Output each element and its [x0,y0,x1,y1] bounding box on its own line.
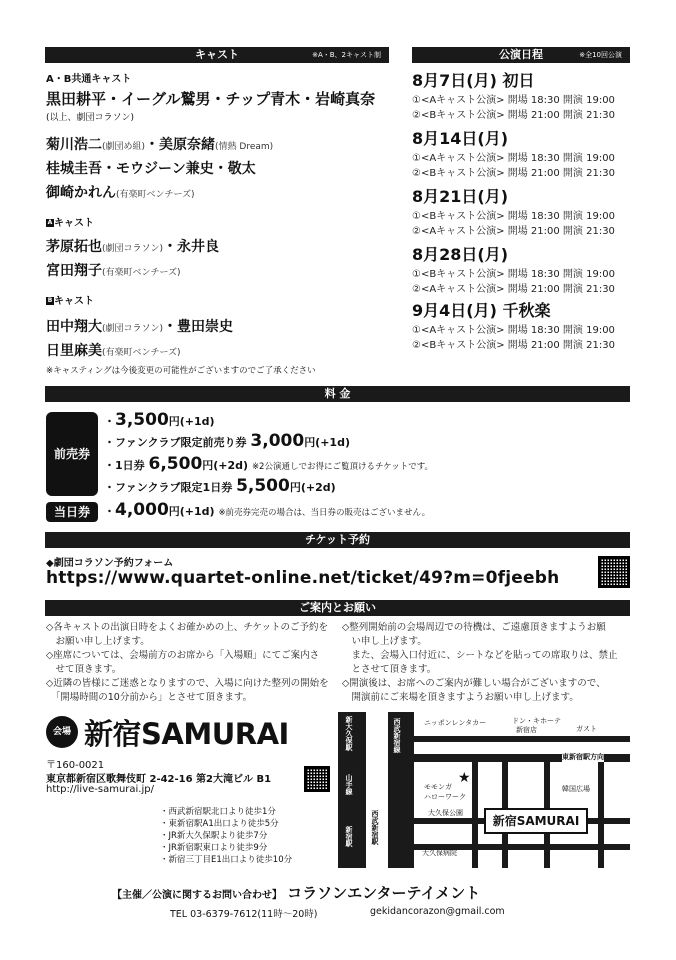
day-price-line: ・4,000円(+1d) ※前売券完売の場合は、当日券の販売はございません。 [104,500,431,520]
price-header: 料 金 [45,386,630,402]
price-line-2: ・ファンクラブ限定前売り券 3,000円(+1d) [104,431,350,451]
common-cast-line3: 桂城圭吾・モウジーン兼史・敬太 [46,161,256,177]
venue-callout [484,808,588,834]
schedule-item: 9月4日(月) 千秋楽 ①<Aキャスト公演> 開場 18:30 開演 19:00 ②<Bキャスト公演> 開場 21:00 開演 21:30 [412,301,615,351]
venue-address: 東京都新宿区歌舞伎町 2-42-16 第2大滝ビル B1 [46,774,272,785]
ticket-url-link[interactable]: https://www.quartet-online.net/ticket/49?m=0fjeebh [46,568,560,588]
b-cast-title: B キャスト [47,296,94,307]
footer-tel: TEL 03-6379-7612(11時～20時) [170,909,318,920]
common-cast-line4: 御崎かれん(有楽町ベンチーズ) [46,185,195,201]
venue-map[interactable] [338,712,630,868]
footer-email-link[interactable]: gekidancorazon@gmail.com [370,906,505,917]
venue-badge: 会場 [46,716,78,748]
common-cast-prefix: A・B [46,74,72,85]
map-label-donki-store: 新宿店 [516,726,537,734]
b-cast-line2: 日里麻美(有楽町ベンチーズ) [46,343,181,359]
venue-name: 新宿SAMURAI [84,717,289,751]
map-venue-label: 新宿SAMURAI [492,814,580,828]
map-label-yamanote: 山手線 [345,774,353,795]
schedule-header-note: ※全10回公演 [579,51,622,59]
map-label-okubo-hospital: 大久保病院 [422,849,457,857]
star-icon: ★ [458,770,471,786]
venue-qr-code [304,766,330,792]
footer-org-label: 【主催／公演に関するお問い合わせ】 [112,890,282,901]
cast-footnote: ※キャスティングは今後変更の可能性がございますのでご了承ください [46,366,316,376]
map-label-gusto: ガスト [576,725,597,733]
ticket-header: チケット予約 [45,532,630,548]
map-label-shin-okubo: 新大久保駅 [345,716,353,751]
ticket-form-label: ◆劇団コラソン予約フォーム [46,558,174,569]
a-cast-line1: 茅原拓也(劇団コラソン)・永井良 [46,239,220,255]
price-line-1: ・3,500円(+1d) [104,410,215,430]
venue-url-link[interactable]: http://live-samurai.jp/ [46,784,154,795]
access-item: ・東新宿駅A1出口より徒歩5分 [160,819,279,829]
map-label-higashi-shinjuku: 東新宿駅方向 [562,753,604,761]
footer-org [112,882,480,903]
footer-org-name: コラソンエンターテイメント [287,884,481,902]
map-label-momonga: モモンガ [424,783,452,791]
access-item: ・新宿三丁目E1出口より徒歩10分 [160,855,293,865]
a-cast-line2: 宮田翔子(有楽町ベンチーズ) [46,263,181,279]
map-label-seibu-station: 西武新宿駅 [371,810,379,845]
venue-zip: 〒160-0021 [46,760,105,771]
ticket-qr-code [598,556,630,588]
schedule-header: 公演日程 ※全10回公演 [412,47,630,63]
map-label-hellowork: ハローワーク [424,793,466,801]
map-label-korea-plaza: 韓国広場 [562,785,590,793]
b-badge-icon: B [47,297,53,304]
schedule-item: 8月14日(月) ①<Aキャスト公演> 開場 18:30 開演 19:00 ②<Bキャスト公演> 開場 21:00 開演 21:30 [412,129,615,179]
map-label-donki: ドン・キホーテ [512,717,561,725]
notice-header: ご案内とお願い [45,600,630,616]
day-ticket-badge: 当日券 [46,502,98,522]
advance-badge: 前売券 [46,412,98,496]
access-item: ・JR新宿駅東口より徒歩9分 [160,843,268,853]
access-item: ・西武新宿駅北口より徒歩1分 [160,807,276,817]
price-line-4: ・ファンクラブ限定1日券 5,500円(+2d) [104,476,336,496]
schedule-item: 8月28日(月) ①<Bキャスト公演> 開場 18:30 開演 19:00 ②<Aキャスト公演> 開場 21:00 開演 21:30 [412,245,615,295]
a-cast-title: A キャスト [47,218,94,229]
cast-header [45,47,389,63]
cast-header-note: ※A・B、2キャスト制 [312,51,381,59]
map-label-seibu-line: 西武新宿線 [393,718,401,753]
common-cast-line1-note: (以上、劇団コラソン) [46,113,135,123]
access-item: ・JR新大久保駅より徒歩7分 [160,831,268,841]
schedule-item: 8月7日(月) 初日 ①<Aキャスト公演> 開場 18:30 開演 19:00 ②<Bキャスト公演> 開場 21:00 開演 21:30 [412,71,615,121]
common-cast-line2: 菊川浩二(劇団め組)・美原奈緒(情熱 Dream) [46,137,274,153]
common-cast-title: A・B共通キャスト [46,74,132,85]
map-label-nippon-rentacar: ニッポンレンタカー [424,719,487,727]
venue-access-list [160,806,292,866]
cast-header-label: キャスト [195,48,239,61]
map-label-shinjuku: 新宿駅 [345,826,353,847]
schedule-item: 8月21日(月) ①<Bキャスト公演> 開場 18:30 開演 19:00 ②<Aキャスト公演> 開場 21:00 開演 21:30 [412,187,615,237]
a-badge-icon: A [47,219,53,226]
map-label-okubo-park: 大久保公園 [428,809,463,817]
common-cast-line1: 黒田耕平・イーグル鷲男・チップ青木・岩崎真奈 [46,90,376,108]
notice-left: ◇各キャストの出演日時をよくお確かめの上、チケットのご予約を お願い申し上げます。 ◇座席については、会場前方のお席から「入場順」にてご案内さ せて頂きます。 ◇近隣の皆様にご迷惑となりますので、入場に向けた整列の開始を 「開場時間の10分前から」とさせて頂きます。 [46,622,329,703]
price-line-3: ・1日券 6,500円(+2d) ※2公演通しでお得にご覧頂けるチケットです。 [104,454,434,474]
notice-right: ◇整列開始前の会場周辺での待機は、ご遠慮頂きますようお願 い申し上げます。 また、会場入口付近に、シートなどを貼っての席取りは、禁止 とさせて頂きます。 ◇開演後は、お席へのご案内が難しい場合がございますので、 開演前にご来場を頂きますようお願い申し上げます。 [342,622,618,703]
b-cast-line1: 田中翔大(劇団コラソン)・豊田崇史 [46,319,234,335]
